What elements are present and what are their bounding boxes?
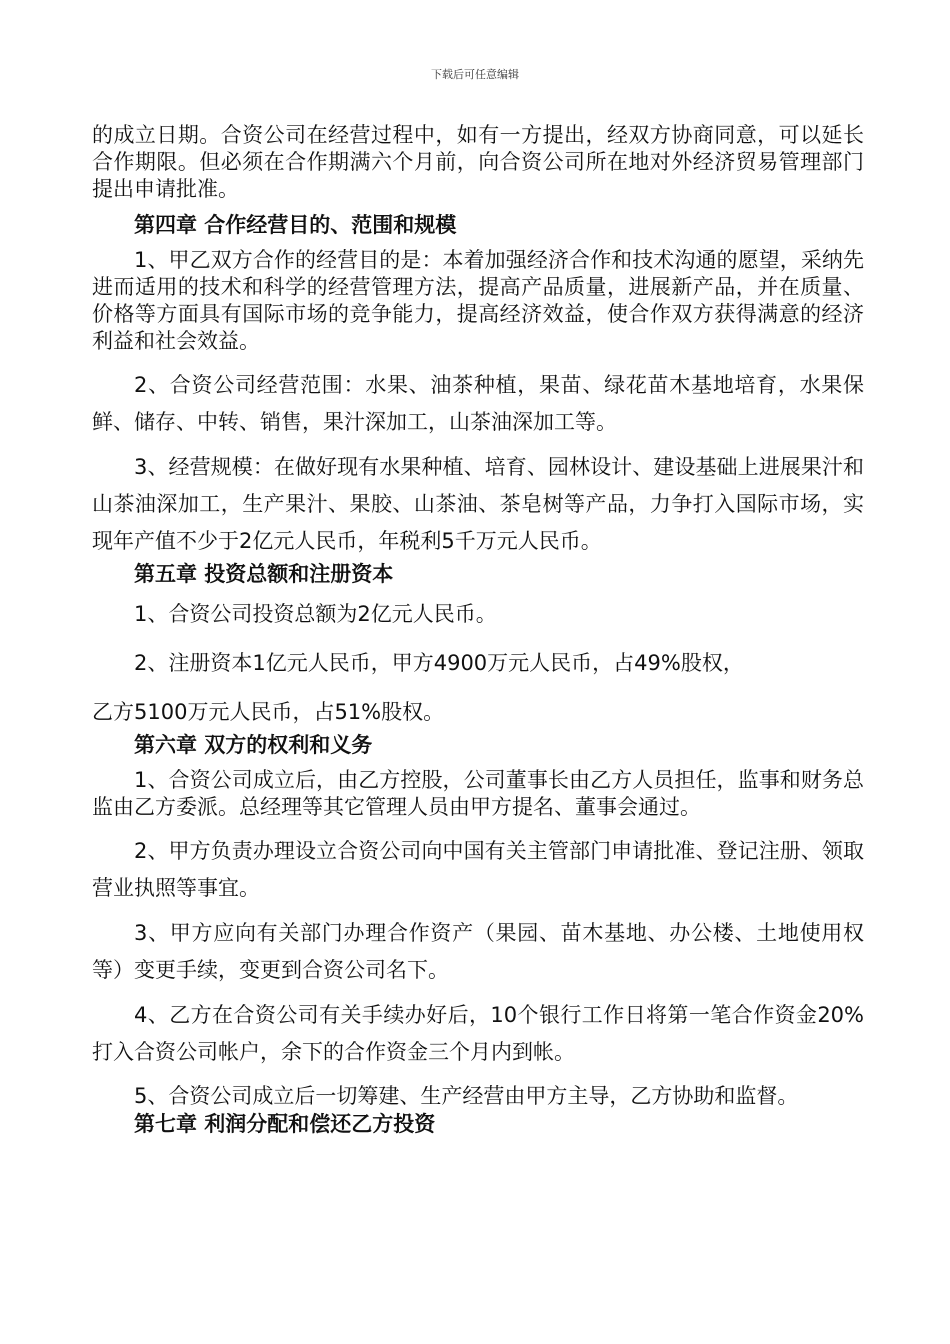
chapter-6-item-5: 5、合资公司成立后一切筹建、生产经营由甲方主导，乙方协助和监督。 — [134, 1084, 799, 1108]
chapter-7-heading: 第七章 利润分配和偿还乙方投资 — [134, 1112, 436, 1136]
chapter-5-heading: 第五章 投资总额和注册资本 — [134, 562, 394, 586]
chapter-5-item-2b: 乙方5100万元人民币，占51%股权。 — [92, 700, 445, 724]
chapter-5-item-2a: 2、注册资本1亿元人民币，甲方4900万元人民币，占49%股权， — [134, 651, 744, 675]
chapter-4-item-2: 2、合资公司经营范围：水果、油茶种植，果苗、绿花苗木基地培育，水果保鲜、储存、中转、销售，果汁深加工，山茶油深加工等。 — [92, 373, 864, 434]
chapter-4-heading: 第四章 合作经营目的、范围和规模 — [134, 213, 457, 237]
chapter-4-item-3: 3、经营规模：在做好现有水果种植、培育、园林设计、建设基础上进展果汁和山茶油深加工，生产果汁、果胶、山茶油、茶皂树等产品，力争打入国际市场，实现年产值不少于2亿元人民币，年税利5千万元人民币。 — [92, 455, 864, 553]
chapter-6-item-3: 3、甲方应向有关部门办理合作资产（果园、苗木基地、办公楼、土地使用权等）变更手续，变更到合资公司名下。 — [92, 921, 864, 982]
chapter-6-item-1: 1、合资公司成立后，由乙方控股，公司董事长由乙方人员担任，监事和财务总监由乙方委派。总经理等其它管理人员由甲方提名、董事会通过。 — [92, 768, 864, 819]
chapter-6-item-4: 4、乙方在合资公司有关手续办好后，10个银行工作日将第一笔合作资金20%打入合资公司帐户，余下的合作资金三个月内到帐。 — [92, 1003, 864, 1064]
chapter-4-item-1: 1、甲乙双方合作的经营目的是：本着加强经济合作和技术沟通的愿望，采纳先进而适用的技术和科学的经营管理方法，提高产品质量，进展新产品，并在质量、价格等方面具有国际市场的竞争能力，提高经济效益，使合作双方获得满意的经济利益和社会效益。 — [92, 248, 864, 353]
chapter-5-item-1: 1、合资公司投资总额为2亿元人民币。 — [134, 602, 497, 626]
chapter-6-item-2: 2、甲方负责办理设立合资公司向中国有关主管部门申请批准、登记注册、领取营业执照等事宜。 — [92, 839, 864, 900]
chapter-6-heading: 第六章 双方的权利和义务 — [134, 733, 373, 757]
document-body — [92, 122, 864, 1138]
paragraph-continuation: 的成立日期。合资公司在经营过程中，如有一方提出，经双方协商同意，可以延长合作期限。但必须在合作期满六个月前，向合资公司所在地对外经济贸易管理部门提出申请批准。 — [92, 123, 864, 201]
page-header: 下载后可任意编辑 — [431, 68, 519, 81]
